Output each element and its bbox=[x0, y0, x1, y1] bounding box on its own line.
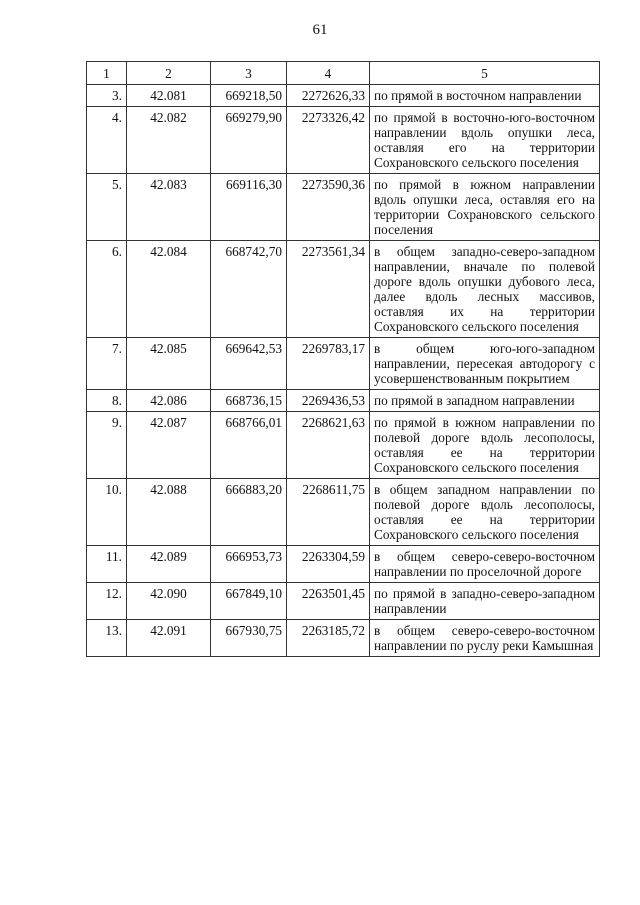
coordinate-y: 2268611,75 bbox=[287, 479, 370, 546]
point-id: 42.090 bbox=[127, 583, 211, 620]
point-id: 42.085 bbox=[127, 338, 211, 390]
column-header: 3 bbox=[211, 62, 287, 85]
point-id: 42.084 bbox=[127, 241, 211, 338]
coordinate-y: 2263304,59 bbox=[287, 546, 370, 583]
column-header: 5 bbox=[370, 62, 600, 85]
boundary-description: по прямой в восточном направлении bbox=[370, 85, 600, 107]
coordinate-x: 667849,10 bbox=[211, 583, 287, 620]
table-row bbox=[87, 85, 600, 107]
point-id: 42.087 bbox=[127, 412, 211, 479]
column-header: 1 bbox=[87, 62, 127, 85]
point-id: 42.082 bbox=[127, 107, 211, 174]
coordinate-x: 669279,90 bbox=[211, 107, 287, 174]
table-row bbox=[87, 241, 600, 338]
point-id: 42.089 bbox=[127, 546, 211, 583]
page-number: 61 bbox=[312, 22, 328, 38]
boundary-description: в общем северо-северо-восточном направлении по руслу реки Камышная bbox=[370, 620, 600, 657]
coordinate-x: 668736,15 bbox=[211, 390, 287, 412]
table-row bbox=[87, 412, 600, 479]
coordinate-y: 2269436,53 bbox=[287, 390, 370, 412]
table-row bbox=[87, 479, 600, 546]
row-number: 13. bbox=[87, 620, 127, 657]
boundary-table bbox=[86, 61, 600, 657]
table-row bbox=[87, 583, 600, 620]
boundary-description: в общем западном направлении по полевой дороге вдоль лесополосы, оставляя ее на территории Сохрановского сельского поселения bbox=[370, 479, 600, 546]
boundary-description: в общем юго-юго-западном направлении, пересекая автодорогу с усовершенствованным покрытием bbox=[370, 338, 600, 390]
coordinate-y: 2272626,33 bbox=[287, 85, 370, 107]
coordinate-x: 669218,50 bbox=[211, 85, 287, 107]
point-id: 42.091 bbox=[127, 620, 211, 657]
boundary-description: в общем северо-северо-восточном направлении по проселочной дороге bbox=[370, 546, 600, 583]
table-row bbox=[87, 546, 600, 583]
table-row bbox=[87, 620, 600, 657]
coordinate-x: 668742,70 bbox=[211, 241, 287, 338]
table-header-row bbox=[87, 62, 600, 85]
boundary-description: по прямой в южном направлении вдоль опушки леса, оставляя его на территории Сохрановского сельского поселения bbox=[370, 174, 600, 241]
boundary-description: по прямой в западно-северо-западном направлении bbox=[370, 583, 600, 620]
coordinate-x: 669116,30 bbox=[211, 174, 287, 241]
table-row bbox=[87, 174, 600, 241]
row-number: 8. bbox=[87, 390, 127, 412]
row-number: 12. bbox=[87, 583, 127, 620]
column-header: 4 bbox=[287, 62, 370, 85]
row-number: 4. bbox=[87, 107, 127, 174]
table-row bbox=[87, 107, 600, 174]
row-number: 7. bbox=[87, 338, 127, 390]
coordinate-y: 2273561,34 bbox=[287, 241, 370, 338]
table-row bbox=[87, 338, 600, 390]
coordinate-x: 668766,01 bbox=[211, 412, 287, 479]
row-number: 9. bbox=[87, 412, 127, 479]
row-number: 6. bbox=[87, 241, 127, 338]
coordinate-x: 669642,53 bbox=[211, 338, 287, 390]
boundary-description: по прямой в южном направлении по полевой дороге вдоль лесополосы, оставляя ее на территории Сохрановского сельского поселения bbox=[370, 412, 600, 479]
boundary-description: по прямой в западном направлении bbox=[370, 390, 600, 412]
coordinate-x: 666953,73 bbox=[211, 546, 287, 583]
row-number: 11. bbox=[87, 546, 127, 583]
point-id: 42.081 bbox=[127, 85, 211, 107]
coordinate-y: 2263501,45 bbox=[287, 583, 370, 620]
boundary-description: по прямой в восточно-юго-восточном направлении вдоль опушки леса, оставляя его на территории Сохрановского сельского поселения bbox=[370, 107, 600, 174]
coordinate-y: 2263185,72 bbox=[287, 620, 370, 657]
coordinate-y: 2273326,42 bbox=[287, 107, 370, 174]
column-header: 2 bbox=[127, 62, 211, 85]
row-number: 5. bbox=[87, 174, 127, 241]
row-number: 10. bbox=[87, 479, 127, 546]
point-id: 42.086 bbox=[127, 390, 211, 412]
coordinate-y: 2273590,36 bbox=[287, 174, 370, 241]
coordinate-x: 666883,20 bbox=[211, 479, 287, 546]
coordinate-y: 2269783,17 bbox=[287, 338, 370, 390]
row-number: 3. bbox=[87, 85, 127, 107]
point-id: 42.083 bbox=[127, 174, 211, 241]
boundary-description: в общем западно-северо-западном направлении, вначале по полевой дороге вдоль опушки дубового леса, далее вдоль лесных массивов, оставляя их на территории Сохрановского сельского поселения bbox=[370, 241, 600, 338]
coordinate-y: 2268621,63 bbox=[287, 412, 370, 479]
coordinate-x: 667930,75 bbox=[211, 620, 287, 657]
point-id: 42.088 bbox=[127, 479, 211, 546]
table-row bbox=[87, 390, 600, 412]
